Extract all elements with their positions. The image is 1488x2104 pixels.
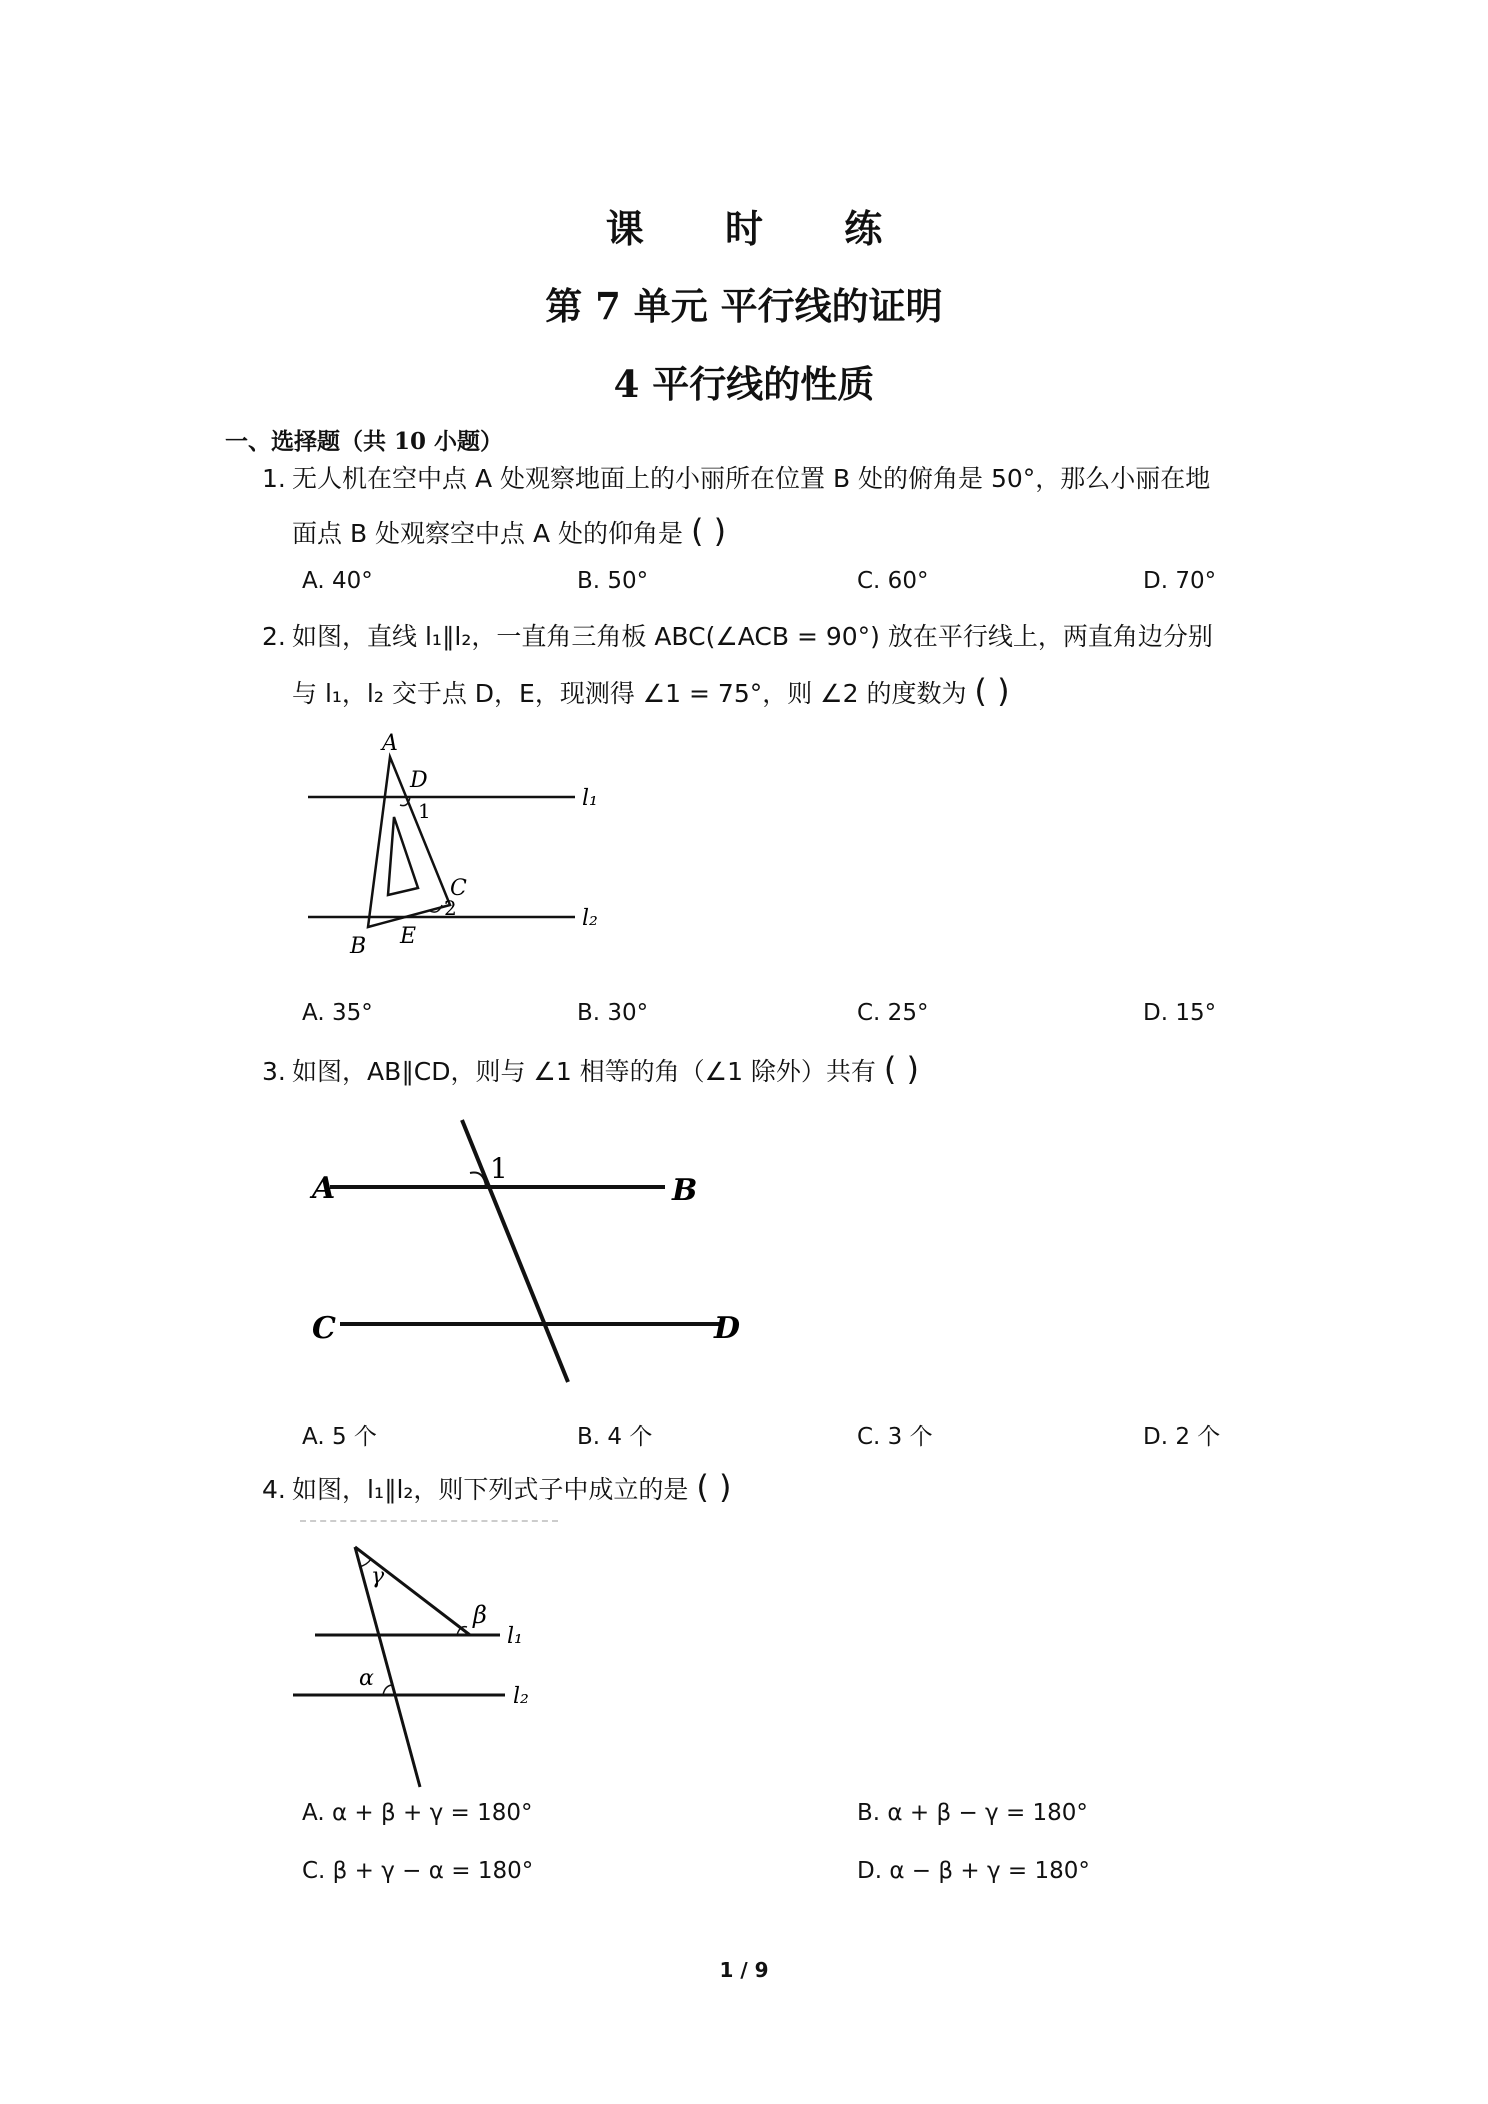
question-2-line2 [292, 664, 1010, 721]
label-c: C [450, 876, 467, 901]
label-beta: β [473, 1601, 487, 1629]
section-heading: 一、选择题（共 10 小题） [225, 428, 504, 455]
question-2 [262, 610, 1213, 664]
unit-title: 第 7 单元 平行线的证明 [545, 284, 943, 328]
option-a: A. α + β + γ = 180° [302, 1800, 533, 1826]
question-4 [262, 1460, 732, 1517]
question-number: 4. [262, 1475, 286, 1504]
label-2: 2 [444, 896, 457, 920]
divider [300, 1520, 558, 1522]
figure-q4-angles [285, 1535, 565, 1800]
option-a: A. 5 个 [302, 1424, 377, 1450]
label-d: D [410, 768, 428, 793]
slanted-line [355, 1547, 470, 1635]
option-d: D. 70° [1143, 568, 1217, 594]
question-text-line2: 面点 B 处观察空中点 A 处的仰角是 [292, 519, 684, 548]
question-number: 2. [262, 622, 286, 651]
option-d: D. α − β + γ = 180° [857, 1858, 1090, 1884]
question-text-line1: 如图，直线 l₁∥l₂，一直角三角板 ABC(∠ACB = 90°) 放在平行线上，两直角边分别 [292, 622, 1213, 651]
question-text-line1: 如图，AB∥CD，则与 ∠1 相等的角（∠1 除外）共有 [292, 1057, 876, 1086]
answer-blank: ( ) [691, 512, 727, 550]
option-b: B. 50° [577, 568, 649, 594]
label-e: E [400, 924, 417, 949]
label-1: 1 [490, 1152, 508, 1185]
option-d: D. 2 个 [1143, 1424, 1221, 1450]
answer-blank: ( ) [974, 672, 1010, 710]
label-b: B [350, 934, 367, 959]
option-b: B. α + β − γ = 180° [857, 1800, 1088, 1826]
page-title: 课 时 练 [605, 206, 917, 251]
question-1-line2 [292, 504, 726, 561]
option-c: C. 25° [857, 1000, 929, 1026]
label-l2: l₂ [513, 1684, 529, 1709]
label-1: 1 [418, 799, 431, 823]
question-3 [262, 1042, 919, 1099]
lesson-title: 4 平行线的性质 [613, 362, 875, 406]
inner-triangle [388, 817, 418, 895]
option-b: B. 30° [577, 1000, 649, 1026]
option-b: B. 4 个 [577, 1424, 653, 1450]
page-number: 1 / 9 [719, 1958, 769, 1982]
figure-q3-parallel-lines [300, 1110, 760, 1390]
question-text-line1: 无人机在空中点 A 处观察地面上的小丽所在位置 B 处的俯角是 50°，那么小丽在地 [292, 464, 1211, 493]
option-a: A. 35° [302, 1000, 373, 1026]
question-number: 1. [262, 464, 286, 493]
label-c: C [312, 1311, 336, 1346]
label-l1: l₁ [582, 786, 598, 811]
option-a: A. 40° [302, 568, 373, 594]
question-number: 3. [262, 1057, 286, 1086]
label-a: A [312, 1171, 336, 1206]
label-b: B [672, 1173, 698, 1208]
label-d: D [714, 1311, 741, 1346]
option-c: C. 3 个 [857, 1424, 933, 1450]
option-d: D. 15° [1143, 1000, 1217, 1026]
label-l2: l₂ [582, 906, 598, 931]
answer-blank: ( ) [696, 1468, 732, 1506]
label-a: A [382, 731, 398, 756]
label-alpha: α [359, 1666, 374, 1691]
question-1 [262, 452, 1210, 506]
transversal [462, 1120, 568, 1382]
label-l1: l₁ [507, 1624, 523, 1649]
triangle-abc [368, 757, 450, 927]
option-c: C. β + γ − α = 180° [302, 1858, 534, 1884]
answer-blank: ( ) [883, 1050, 920, 1088]
question-text-line1: 如图，l₁∥l₂，则下列式子中成立的是 [292, 1475, 689, 1504]
question-text-line2: 与 l₁，l₂ 交于点 D，E，现测得 ∠1 = 75°，则 ∠2 的度数为 [292, 679, 967, 708]
label-gamma: γ [371, 1564, 385, 1589]
option-c: C. 60° [857, 568, 929, 594]
figure-q2-triangle [300, 725, 620, 970]
